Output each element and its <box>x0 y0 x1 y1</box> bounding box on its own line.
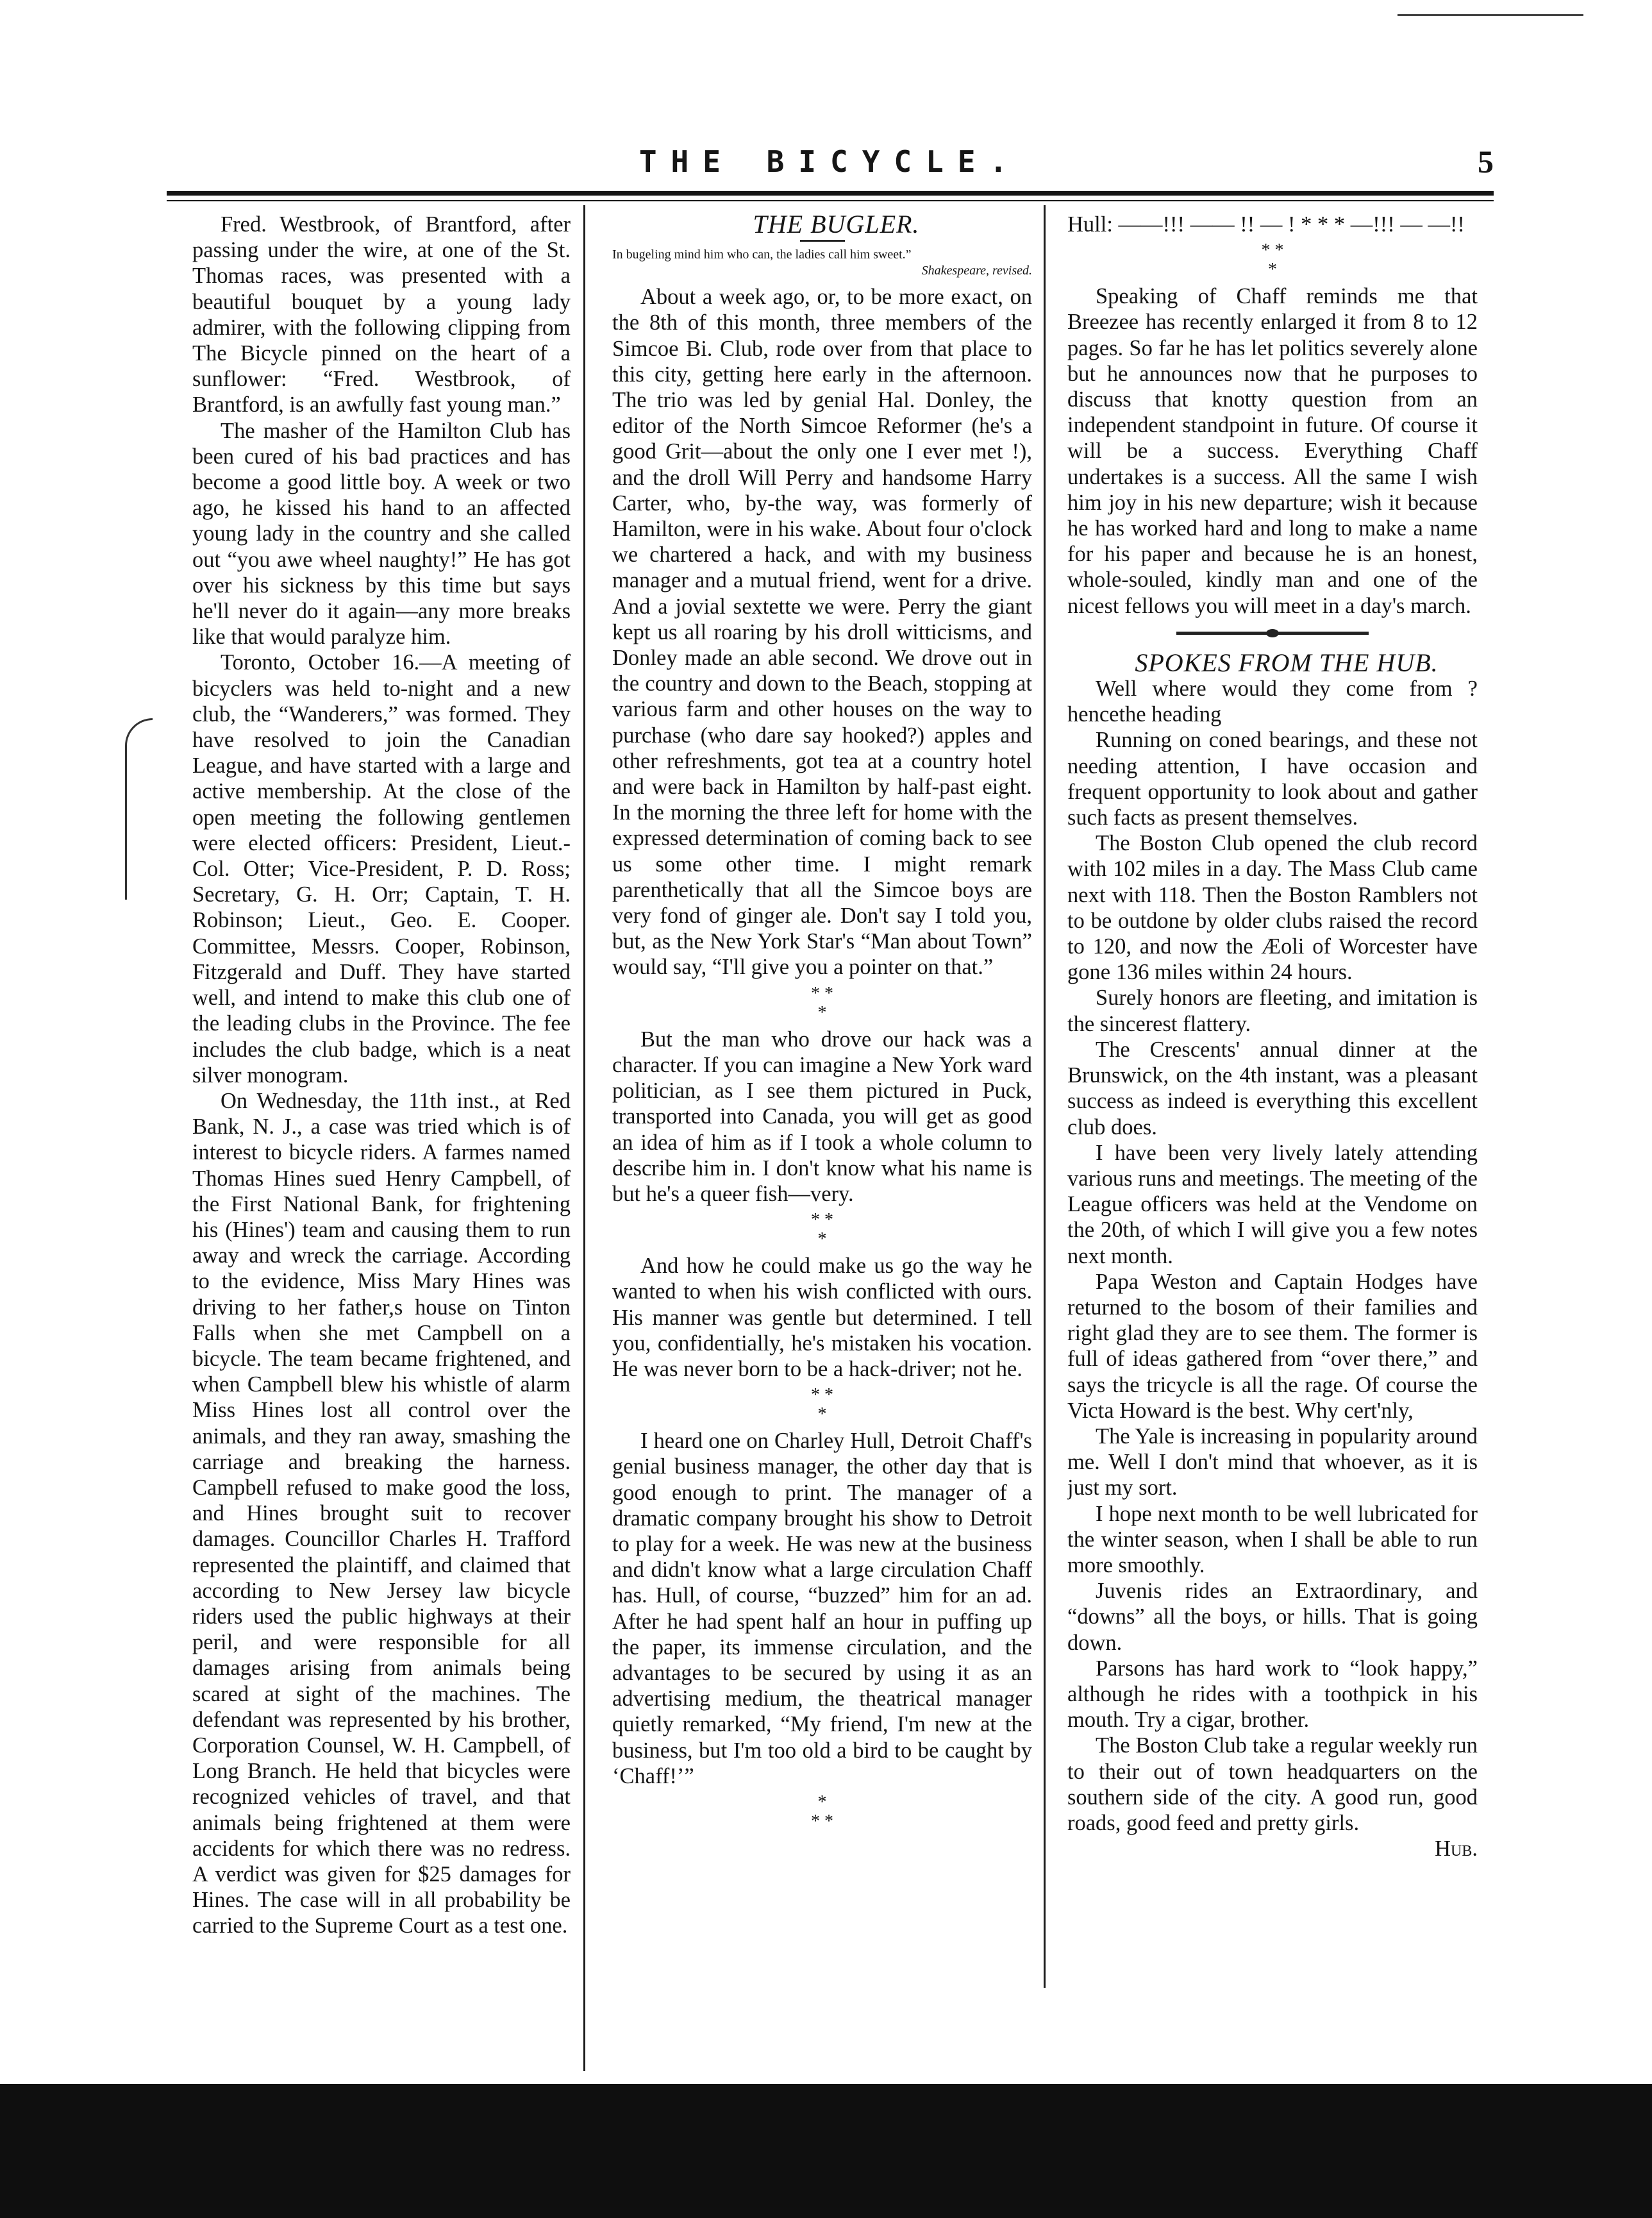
page-number: 5 <box>1478 144 1494 180</box>
column-2 <box>612 212 1032 2071</box>
masthead-rule-thick <box>167 191 1494 196</box>
column-divider-1 <box>583 205 585 2071</box>
spokes-paragraph-4: Surely honors are fleeting, and imitation is the sincerest flattery. <box>1067 986 1478 1036</box>
column-1 <box>192 212 571 2071</box>
chaff-paragraph: Speaking of Chaff reminds me that Breezee has recently enlarged it from 8 to 12 pages. So far he has let politics severely alone but he announces now that he purposes to discuss that knotty question from an independent standpoint in future. Of course it will be a success. Everything Chaff undertakes is a success. All the same I wish him joy in his new departure; wish it because he has worked hard and long to make a name for his paper and because he is an honest, whole-souled, kindly man and one of the nicest fellows you will meet in a day's march. <box>1067 284 1478 618</box>
spokes-paragraph-12: The Boston Club take a regular weekly run to their out of town headquarters on the southern side of the city. A good run, good roads, good feed and pretty girls. <box>1067 1733 1478 1835</box>
epigraph: In bugeling mind him who can, the ladies call him sweet.” <box>612 248 912 262</box>
spokes-paragraph-6: I have been very lively lately attending various runs and meetings. The meeting of the League officers was held at the Vendome on the 20th, of which I will give you a few notes next month. <box>1067 1140 1478 1268</box>
asterism-4: * * * <box>811 1792 833 1831</box>
signature-hub: Hub. <box>1435 1836 1478 1861</box>
article-hamilton-masher: The masher of the Hamilton Club has been cured of his bad practices and has become a good little boy. A week or two ago, he kissed his hand to an affected young lady in the country and she called out “you awe wheel naughty!” He has got over his sickness by this time but says he'll never do it again—any more breaks like that would paralyze him. <box>192 418 571 650</box>
asterism-5: * * * <box>1261 240 1284 280</box>
masthead-rule-thin <box>167 200 1494 201</box>
spokes-paragraph-9: I hope next month to be well lubricated for the winter season, when I shall be able to run more smoothly. <box>1067 1501 1478 1577</box>
spokes-paragraph-7: Papa Weston and Captain Hodges have returned to the bosom of their families and right glad they are to see them. The former is full of ideas gathered from “over there,” and says the tricycle is all the rage. Of course the Victa Howard is the best. Why cert'nly, <box>1067 1269 1478 1423</box>
bugler-paragraph-3: And how he could make us go the way he wanted to when his wish conflicted with ours. His manner was gentle but determined. I tell you, confidentially, he's mistaken his vocation. He was never born to be a hack-driver; not he. <box>612 1254 1032 1381</box>
margin-bracket-mark <box>125 718 153 900</box>
article-toronto-wanderers: Toronto, October 16.—A meeting of bicyclers was held to-night and a new club, the “Wanderers,” was formed. They have resolved to join the Canadian League, and have started with a large and active membership. At the close of the open meeting the following gentlemen were elected officers: President, Lieut.-Col. Otter; Vice-President, P. D. Ross; Secretary, G. H. Orr; Captain, T. H. Robinson; Lieut., Geo. E. Cooper. Committee, Messrs. Cooper, Robinson, Fitzgerald and Duff. They have started well, and intend to make this club one of the leading clubs in the Province. The fee includes the club badge, which is a neat silver monogram. <box>192 650 571 1088</box>
masthead-title: THE BICYCLE. <box>638 144 1022 179</box>
asterism-3: * * * <box>811 1385 833 1425</box>
heading-rule <box>800 240 845 242</box>
top-edge-mark <box>1398 0 1583 16</box>
spokes-paragraph-3: The Boston Club opened the club record with 102 miles in a day. The Mass Club came next with 118. Then the Boston Ramblers not to be outdone by older clubs raised the record to 120, and now the Æoli of Worcester have gone 136 miles within 24 hours. <box>1067 831 1478 985</box>
article-westbrook: Fred. Westbrook, of Brantford, after passing under the wire, at one of the St. Thomas races, was presented with a beautiful bouquet by a young lady admirer, with the following clipping from The Bicycle pinned on the heart of a sunflower: “Fred. Westbrook, of Brantford, is an awfully fast young man.” <box>192 212 571 417</box>
column-divider-2 <box>1044 205 1046 1988</box>
spokes-paragraph-10: Juvenis rides an Extraordinary, and “downs” all the boys, or hills. That is going down. <box>1067 1579 1478 1655</box>
scan-bottom-edge <box>0 2084 1652 2218</box>
spokes-heading: SPOKES FROM THE HUB. <box>1135 648 1439 677</box>
spokes-paragraph-1: Well where would they come from ? hencethe heading <box>1067 676 1478 727</box>
bugler-paragraph-1: About a week ago, or, to be more exact, on the 8th of this month, three members of the Simcoe Bi. Club, rode over from that place to this city, getting here early in the afternoon. The trio was led by genial Hal. Donley, the editor of the North Simcoe Reformer (he's a good Grit—about the only one I ever met !), and the droll Will Perry and handsome Harry Carter, who, by-the way, was formerly of Hamilton, were in his wake. About four o'clock we chartered a hack, and with my business manager and a mutual friend, went for a drive. And a jovial sextette we were. Perry the giant kept us all roaring by his droll witticisms, and Donley made an able second. We drove out in the country and down to the Beach, stopping at various farm and other houses on the way to purchase (who dare say hooked?) apples and other refreshments, got tea at a country hotel and were back in Hamilton by half-past eight. In the morning the three left for home with the expressed determination of coming back to see us some other time. I might remark parenthetically that all the Simcoe boys are very fond of ginger ale. Don't say I told you, but, as the New York Star's “Man about Town” would say, “I'll give you a pointer on that.” <box>612 285 1032 980</box>
spokes-paragraph-5: The Crescents' annual dinner at the Brunswick, on the 4th instant, was a pleasant success as indeed is everything this excellent club does. <box>1067 1037 1478 1139</box>
section-divider <box>1176 632 1369 635</box>
spokes-paragraph-11: Parsons has hard work to “look happy,” although he rides with a toothpick in his mouth. Try a cigar, brother. <box>1067 1656 1478 1733</box>
spokes-paragraph-8: The Yale is increasing in popularity around me. Well I don't mind that whoever, as it is just my sort. <box>1067 1424 1478 1500</box>
spokes-paragraph-2: Running on coned bearings, and these not needing attention, I have occasion and frequent opportunity to look about and gather such facts as present themselves. <box>1067 728 1478 830</box>
bugler-paragraph-4: I heard one on Charley Hull, Detroit Chaff's genial business manager, the other day that is good enough to print. The manager of a dramatic company brought his show to Detroit to play for a week. He was new at the business and didn't know what a large circulation Chaff has. Hull, of course, “buzzed” him for an ad. After he had spent half an hour in puffing up the paper, its immense circulation, and the advantages to be secured by using it as an advertising medium, the theatrical manager quietly remarked, “My friend, I'm new at the business, but I'm too old a bird to be caught by ‘Chaff!’” <box>612 1429 1032 1788</box>
masthead <box>167 144 1494 189</box>
bugler-paragraph-2: But the man who drove our hack was a character. If you can imagine a New York ward politician, as I see them pictured in Puck, transported into Canada, you will get as good an idea of him as if I took a whole column to describe him in. I don't know what his name is but he's a queer fish—very. <box>612 1027 1032 1206</box>
article-red-bank-case: On Wednesday, the 11th inst., at Red Bank, N. J., a case was tried which is of interest to bicycle riders. A farmes named Thomas Hines sued Henry Campbell, of the First National Bank, for frightening his (Hines') team and causing them to run away and wreck the carriage. According to the evidence, Miss Mary Hines was driving to her father,s house on Tinton Falls when she met Campbell on a bicycle. The team became frightened, and when Campbell blew his whistle of alarm Miss Hines lost all control over the animals, and they ran away, smashing the carriage and breaking the harness. Campbell refused to make good the loss, and Hines brought suit to recover damages. Councillor Charles H. Trafford represented the plaintiff, and claimed that according to New Jersey law bicycle riders used the public highways at their peril, and were responsible for all damages arising from animals being scared at sight of the machines. The defendant was represented by his brother, Corporation Counsel, W. H. Campbell, of Long Branch. He held that bicycles were recognized vehicles of travel, and that animals being frightened at them were accidents for which there was no redress. A verdict was given for $25 damages for Hines. The case will in all probability be carried to the Supreme Court as a test one. <box>192 1088 571 1938</box>
epigraph-attribution: Shakespeare, revised. <box>921 264 1032 278</box>
bugler-heading: THE BUGLER. <box>753 212 920 239</box>
asterism-2: * * * <box>811 1210 833 1250</box>
hull-exclamation: Hull: ——!!! —— !! — ! * * * —!!! — —!! <box>1067 212 1465 237</box>
asterism-1: * * * <box>811 983 833 1023</box>
column-3 <box>1067 212 1478 2071</box>
